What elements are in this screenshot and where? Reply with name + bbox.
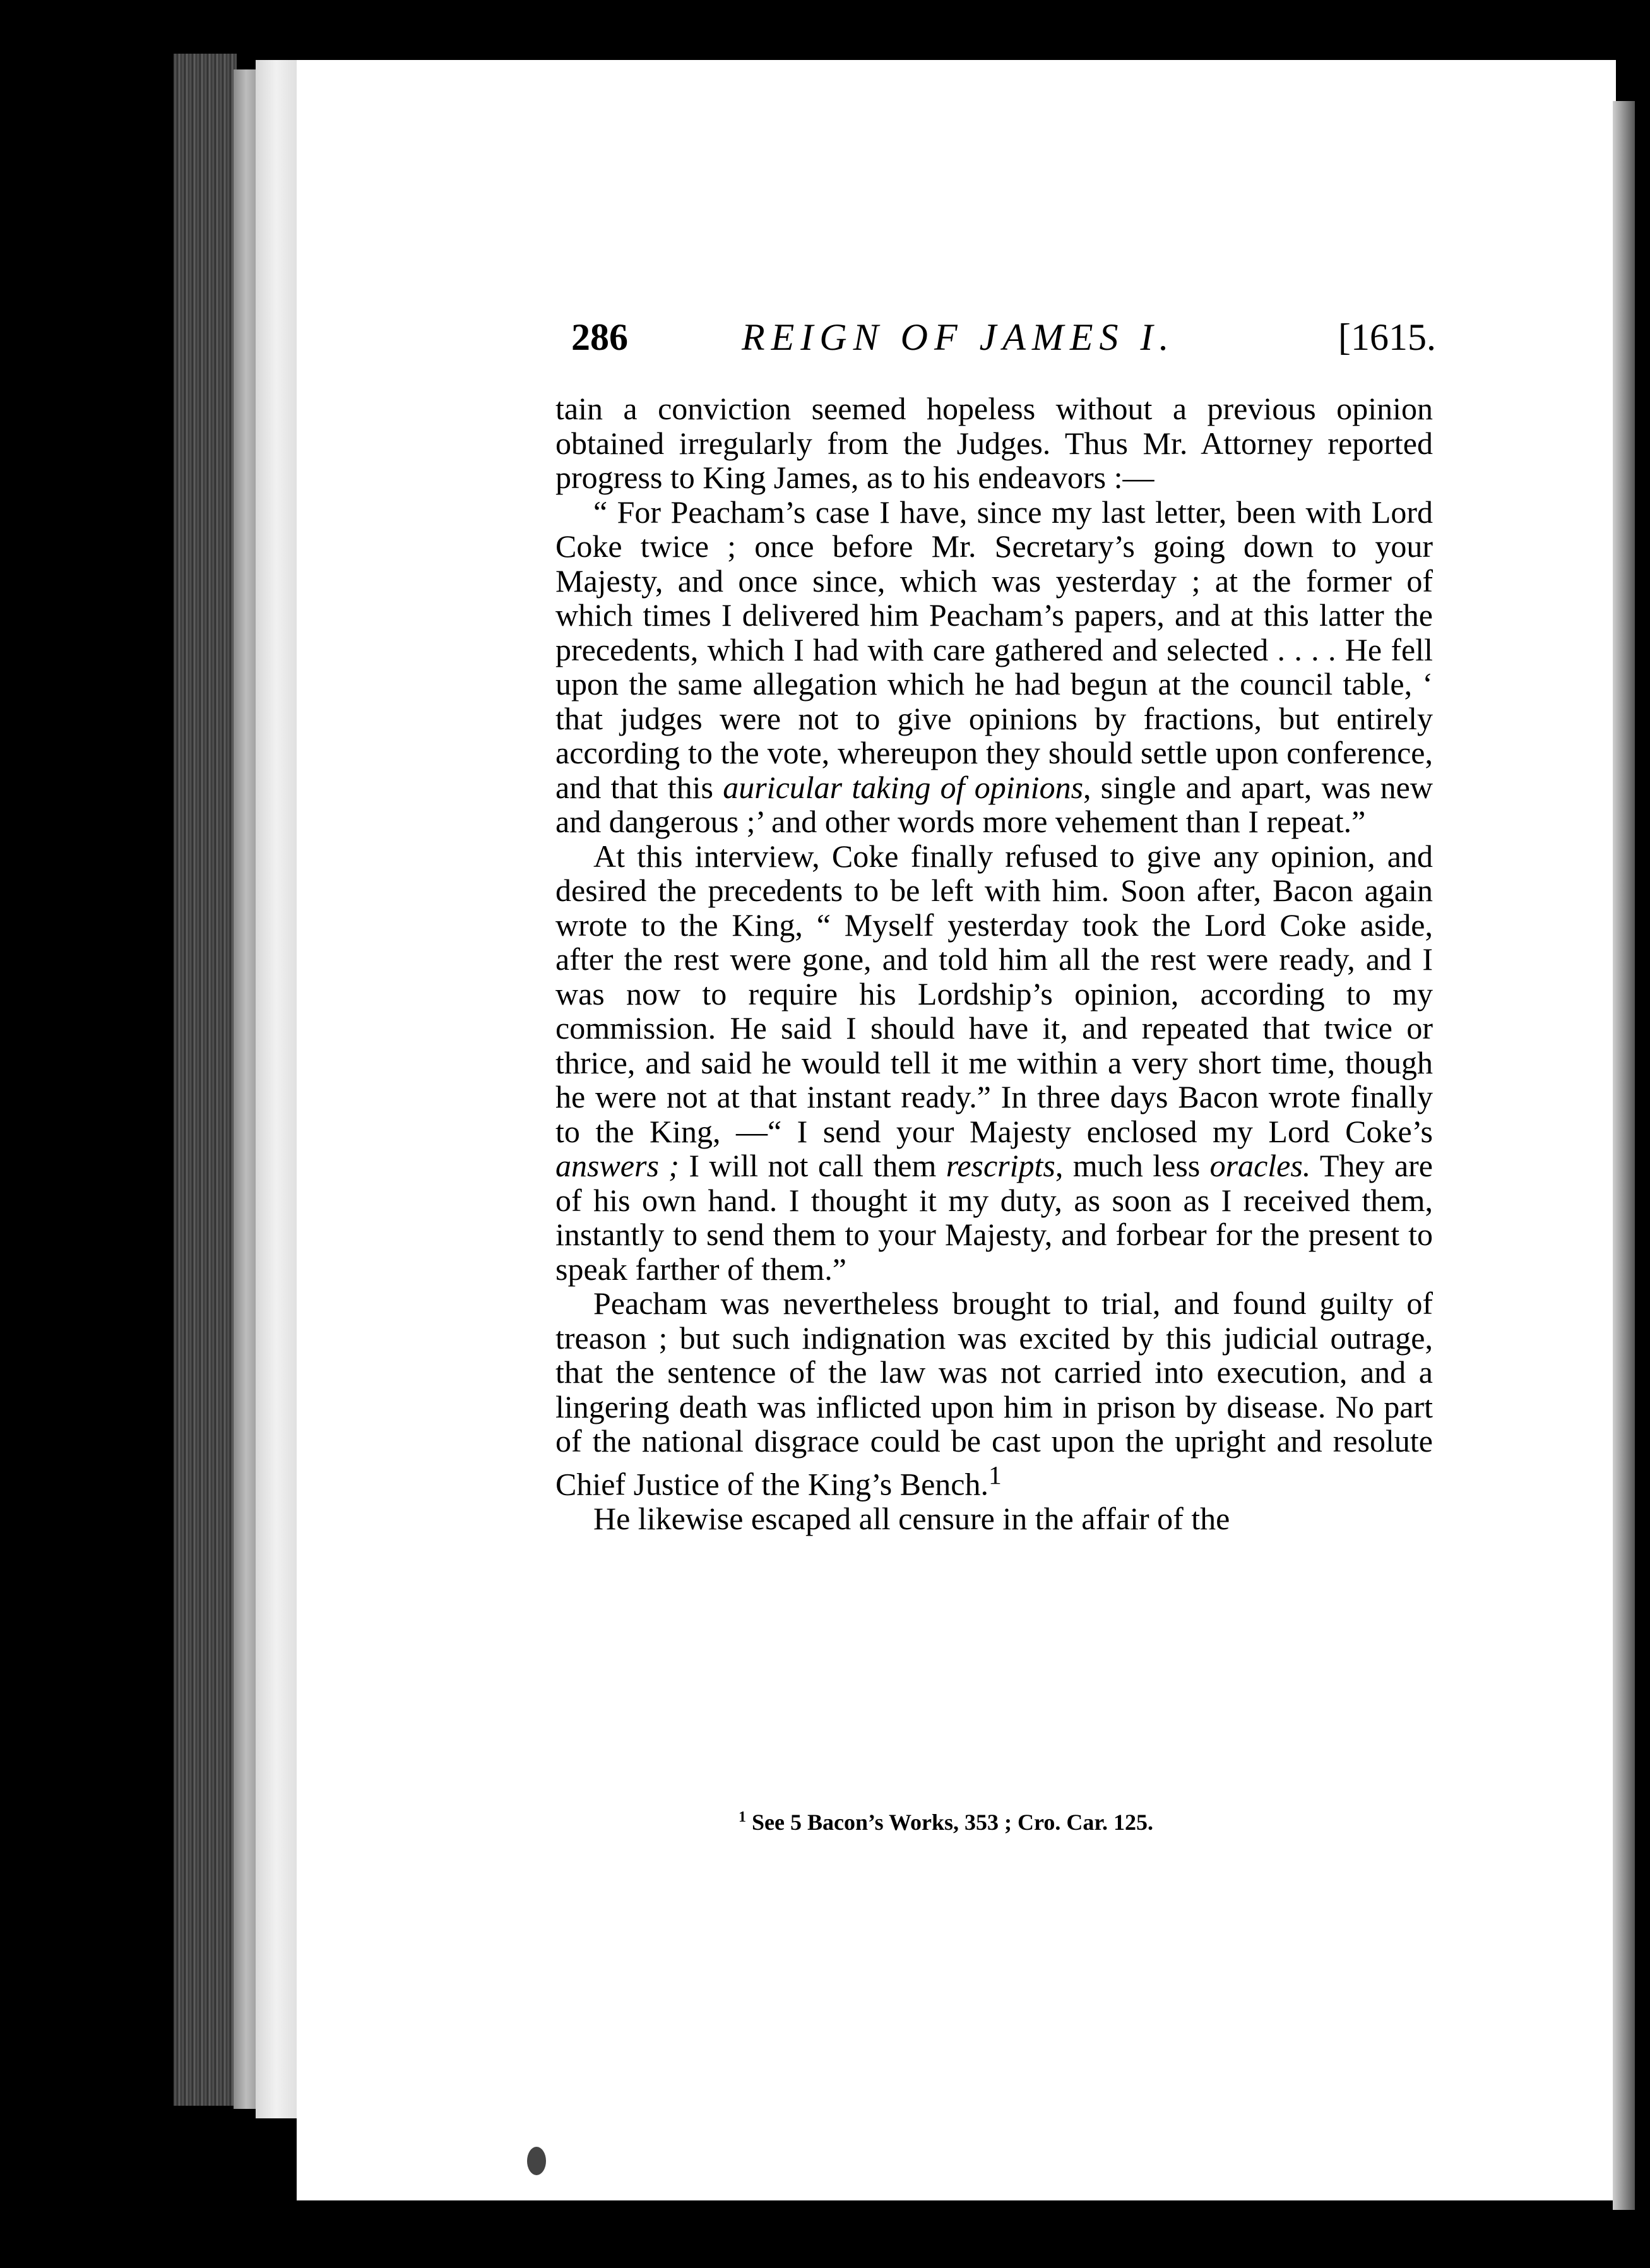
text-run: Peacham was nevertheless brought to trial, and found guilty of treason ; but such indignation was excited by this judicial outrage, that the sentence of the law was not carried into execution, and a lingering death was inflicted upon him in prison by disease. No part of the national disgrace could be cast upon the upright and resolute Chief Justice of the King’s Bench. — [555, 1286, 1433, 1502]
paragraph-quote — [555, 495, 1433, 839]
page-number: 286 — [571, 316, 628, 358]
footnote-text: See 5 Bacon’s Works, 353 ; Cro. Car. 125. — [746, 1810, 1154, 1835]
running-title: REIGN OF JAMES I. — [742, 316, 1175, 358]
body-text — [555, 391, 1433, 1536]
header-year: [1615. — [1338, 316, 1436, 358]
text-run: “ For Peacham’s case I have, since my last letter, been with Lord Coke twice ; once before Mr. Secretary’s going down to your Majesty, and once since, which was yesterday ; at the former of which times I delivered him Peacham’s papers, and at this latter the precedents, which I had with care gathered and selected . . . . He fell upon the same allegation which he had begun at the council table, ‘ that judges were not to give opinions by fractions, but entirely according to the vote, whereupon they should settle upon conference, and that this — [555, 494, 1433, 805]
paragraph — [555, 1286, 1433, 1501]
paragraph — [555, 839, 1433, 1287]
book-edge-mid — [234, 69, 259, 2109]
text-run: They are of his own hand. I thought it my duty, as soon as I received them, instantly to send them to your Majesty, and forbear for the present to speak farther of them.” — [555, 1148, 1433, 1287]
footnote-marker: 1 — [739, 1809, 746, 1825]
footnote — [739, 1809, 1307, 1835]
italic-run: oracles. — [1209, 1148, 1311, 1183]
text-run: At this interview, Coke finally refused to give any opinion, and desired the precedents to be left with him. Soon after, Bacon again wrote to the King, “ Myself yesterday took the Lord Coke aside, after the rest were gone, and told him all the rest were ready, and I was now to require his Lordship’s opinion, according to my commission. He said I should have it, and repeated that twice or thrice, and said he would tell it me within a very short time, though he were not at that instant ready.” In three days Bacon wrote finally to the King, —“ I send your Majesty enclosed my Lord Coke’s — [555, 838, 1433, 1149]
scan-speck — [527, 2147, 546, 2175]
book-edge-light — [256, 60, 297, 2118]
italic-run: rescripts — [946, 1148, 1055, 1183]
text-run: I will not call them — [679, 1148, 946, 1183]
page-shadow — [1613, 101, 1635, 2210]
book-edge-dark — [174, 54, 237, 2106]
text-run: , much less — [1055, 1148, 1210, 1183]
paragraph: He likewise escaped all censure in the affair of the — [593, 1500, 1230, 1536]
footnote-ref: 1 — [988, 1460, 1002, 1490]
paragraph: tain a conviction seemed hopeless without a previous opinion obtained irregularly from the Judges. Thus Mr. Attorney reported progress to King James, as to his endeavors :— — [555, 391, 1433, 495]
italic-run: answers ; — [555, 1148, 679, 1183]
text-run: , single and apart, was new and dangerous ;’ and other words more vehement than I repeat.” — [555, 769, 1433, 839]
italic-run: auricular taking of opinions — [723, 769, 1084, 805]
running-header — [571, 316, 1436, 373]
